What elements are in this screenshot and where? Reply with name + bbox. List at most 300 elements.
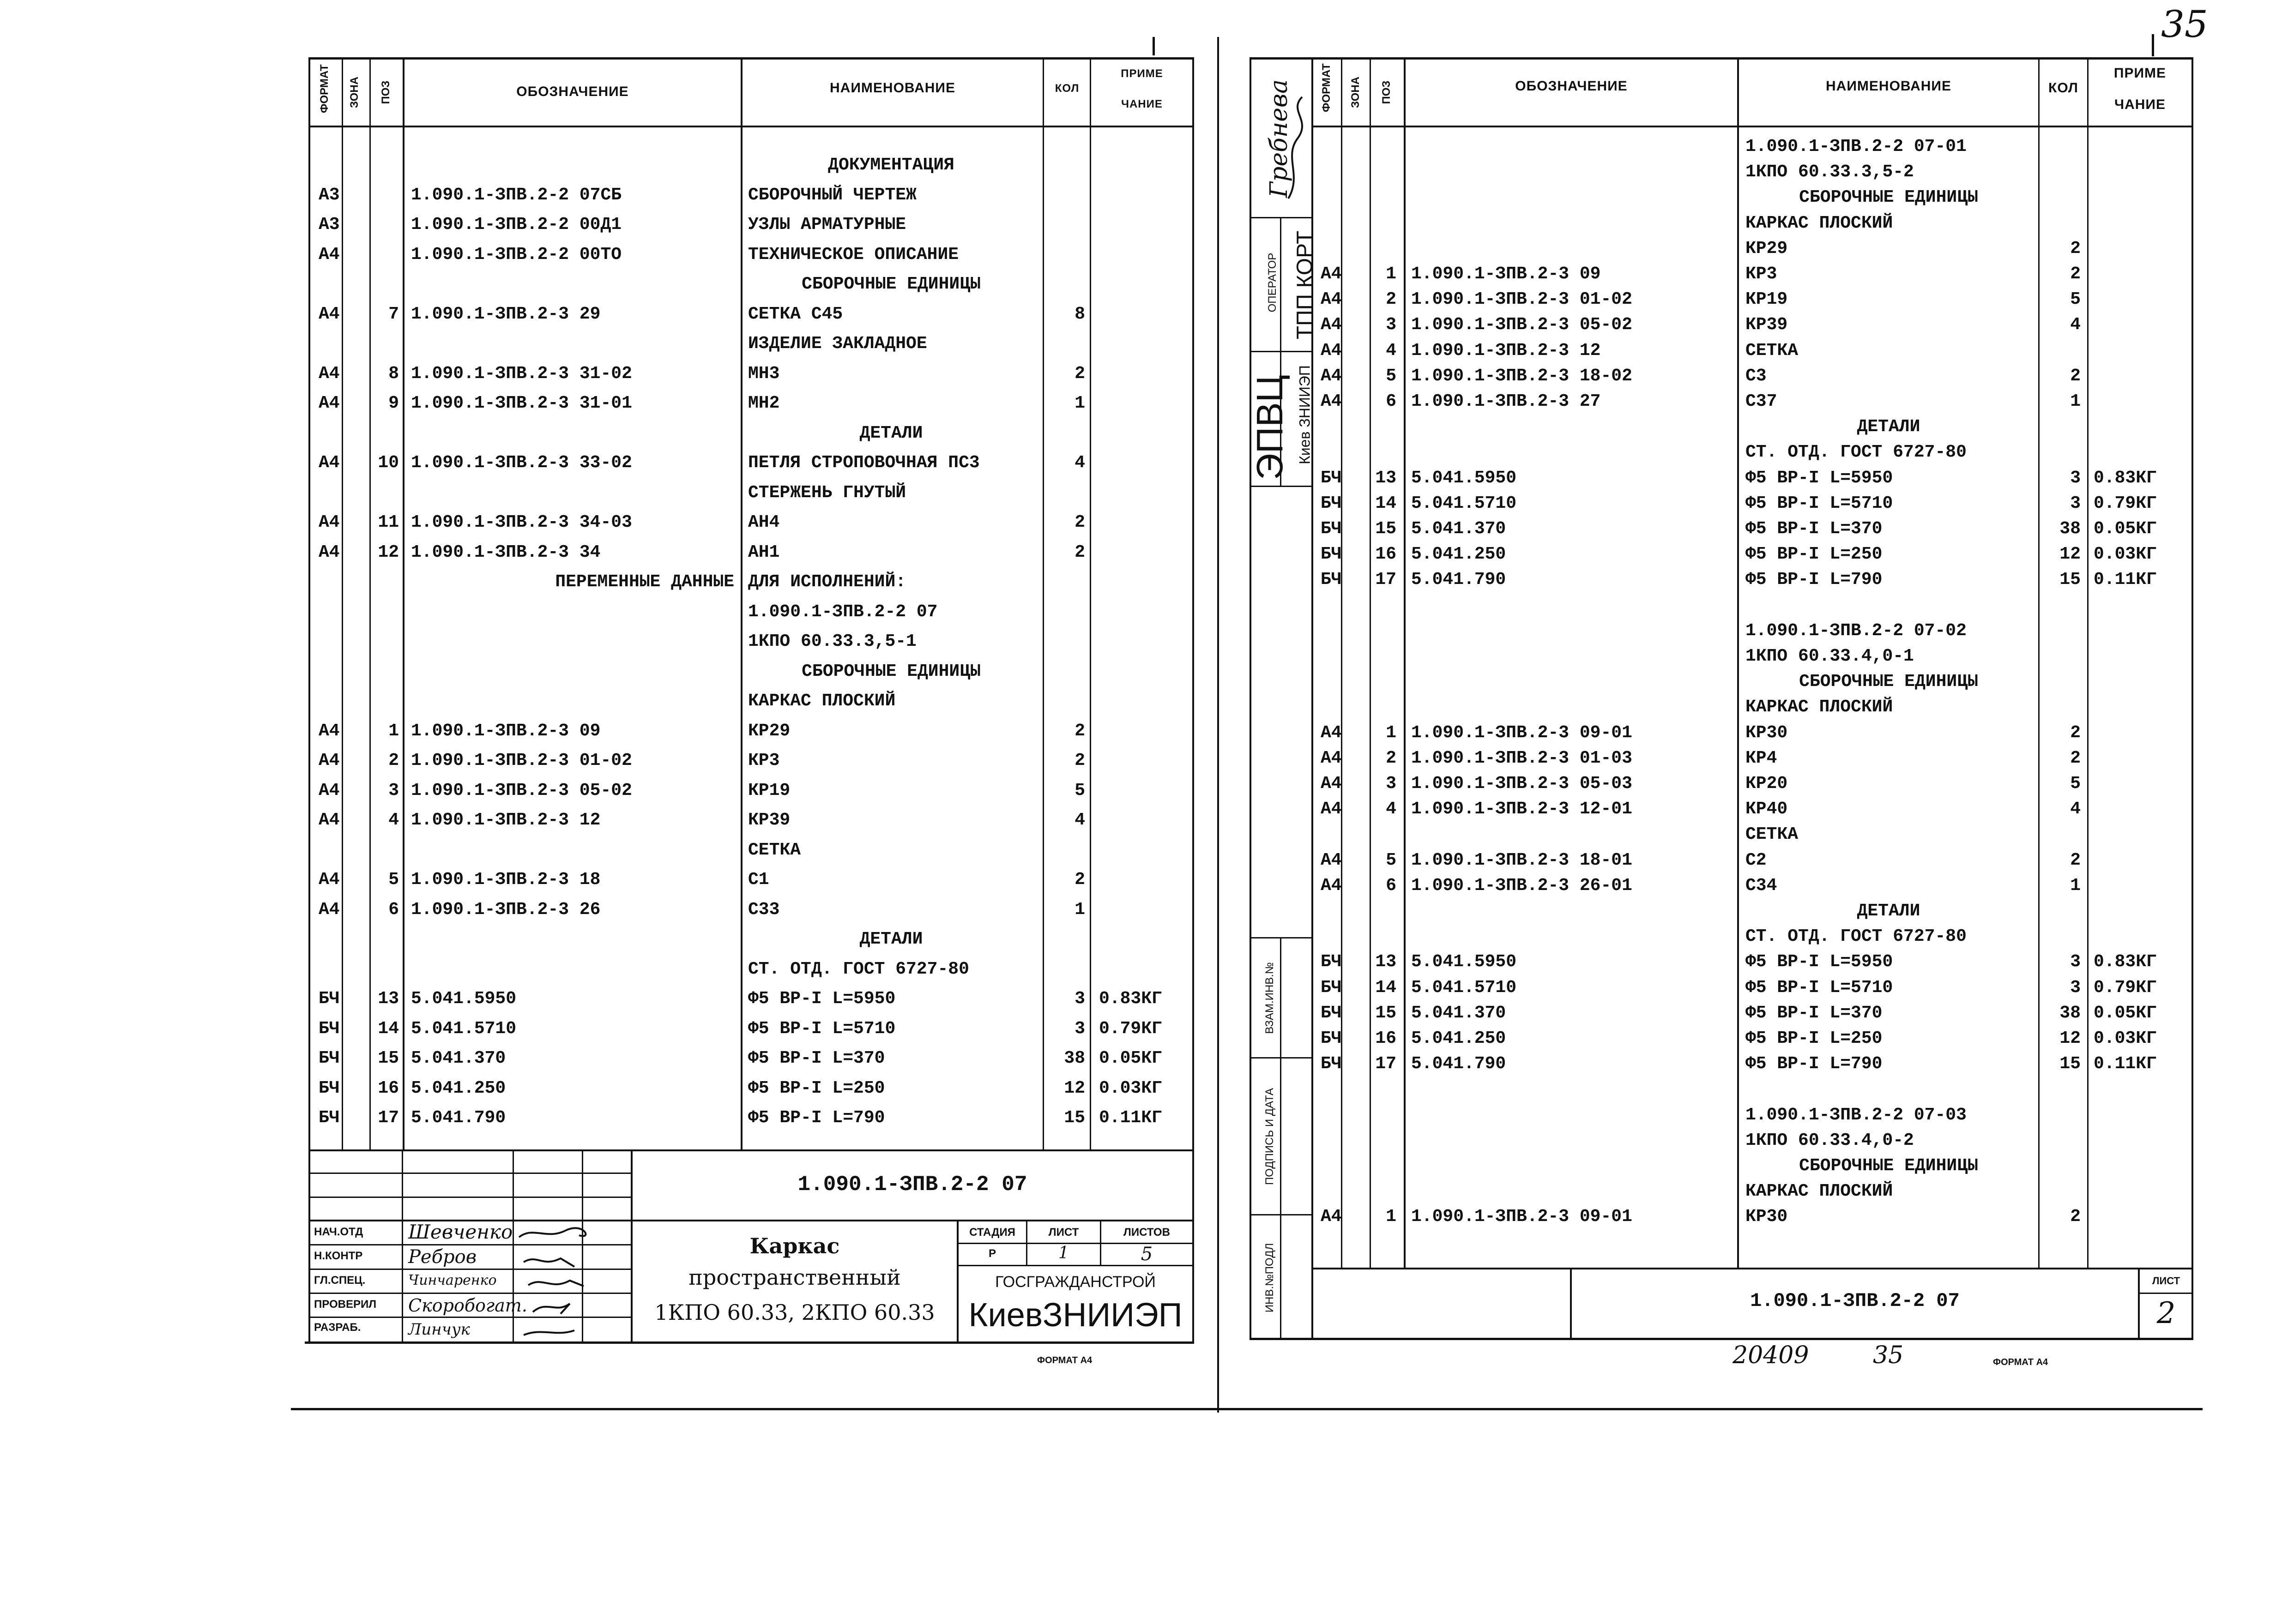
name-cell: ИЗДЕЛИЕ ЗАКЛАДНОЕ [748,334,927,354]
spec-row [0,850,2294,871]
person-1: Шевченко [408,1221,513,1243]
designation-cell: 1.090.1-ЗПВ.2-2 00Д1 [411,215,622,235]
pos-cell: 13 [1375,952,1396,972]
name-cell: ДЛЯ ИСПОЛНЕНИЙ: [748,572,906,592]
designation-cell: 5.041.370 [1411,519,1506,539]
designation-cell: 1.090.1-ЗПВ.2-3 34 [411,542,601,562]
role-checked: ПРОВЕРИЛ [314,1298,377,1311]
format-cell: БЧ [1321,1003,1342,1023]
designation-cell: 5.041.370 [1411,1003,1506,1023]
name-cell: АН4 [748,512,780,532]
name-cell: СБОРОЧНЫЕ ЕДИНИЦЫ [1799,187,1978,208]
hand-number-1: 20409 [1733,1341,1809,1369]
note-cell: 0.03КГ [2094,1029,2157,1048]
person-5: Линчук [408,1320,470,1339]
title-line-3: 1КПО 60.33, 2КПО 60.33 [654,1300,935,1325]
name-cell: СТ. ОТД. ГОСТ 6727-80 [1745,926,1967,947]
name-cell: 1.090.1-ЗПВ.2-2 07-03 [1745,1105,1967,1125]
designation-cell: 1.090.1-ЗПВ.2-3 05-02 [1411,315,1632,335]
designation-cell: 1.090.1-ЗПВ.2-3 29 [411,304,601,324]
qty-cell: 15 [2059,1054,2081,1074]
side-institute: Киев ЗНИИЭП [1296,365,1313,464]
qty-cell: 2 [2070,850,2081,870]
designation-cell: 5.041.5950 [411,989,517,1009]
name-cell: СТ. ОТД. ГОСТ 6727-80 [748,959,969,979]
designation-cell: 1.090.1-ЗПВ.2-3 01-03 [1411,748,1632,768]
name-cell: Ф5 ВР-I L=250 [748,1078,885,1098]
name-cell: КР20 [1745,774,1788,794]
format-cell: А4 [1321,315,1342,335]
qty-cell: 3 [1075,989,1085,1009]
name-cell: СБОРОЧНЫЕ ЕДИНИЦЫ [802,274,981,294]
spec-row [0,901,2294,921]
spec-row [0,1029,2294,1049]
pos-cell: 14 [378,1018,399,1039]
name-cell: КАРКАС ПЛОСКИЙ [1745,1181,1893,1202]
spec-row [0,1181,2294,1202]
pos-cell: 5 [388,870,399,890]
name-cell: КР3 [1745,264,1777,284]
qty-cell: 15 [2059,570,2081,590]
r-header-note-2: ЧАНИЕ [2114,97,2166,112]
qty-cell: 2 [1075,542,1085,562]
note-cell: 0.05КГ [2094,1003,2157,1023]
spec-row [0,952,2294,972]
right-doc-code: 1.090.1-ЗПВ.2-2 07 [1750,1290,1960,1312]
bottom-rule [291,1408,2203,1410]
side-signature-scribble [1279,92,1310,203]
name-cell: АН1 [748,542,780,562]
name-cell: 1.090.1-ЗПВ.2-2 07 [748,601,938,622]
name-cell: С33 [748,899,780,920]
spec-row [0,363,2294,386]
pos-cell: 1 [1386,264,1396,284]
pos-cell: 15 [1375,1003,1396,1023]
spec-row [0,697,2294,717]
format-cell: БЧ [1321,544,1342,565]
spec-row [0,1156,2294,1176]
pos-cell: 2 [1386,289,1396,310]
qty-cell: 4 [2070,799,2081,819]
note-cell: 0.03КГ [2094,544,2157,565]
spec-row [0,391,2294,412]
format-cell: А4 [1321,264,1342,284]
designation-cell: 1.090.1-ЗПВ.2-2 00ТО [411,244,622,265]
format-cell: А4 [319,453,340,473]
name-cell: ДЕТАЛИ [1857,901,1920,921]
sheet-label: ЛИСТ [1048,1226,1079,1239]
format-cell: А4 [1321,748,1342,768]
spec-row [0,621,2294,641]
designation-cell: 1.090.1-ЗПВ.2-3 12 [411,810,601,830]
designation-cell: 1.090.1-ЗПВ.2-3 09-01 [1411,722,1632,743]
left-doc-code: 1.090.1-ЗПВ.2-2 07 [797,1173,1027,1197]
name-cell: Ф5 ВР-I L=370 [748,1048,885,1068]
header-name: НАИМЕНОВАНИЕ [830,80,955,96]
right-sheet-label: ЛИСТ [2152,1275,2180,1287]
spec-row [0,1079,2294,1100]
format-cell: А4 [1321,1207,1342,1227]
person-3: Чинчаренко [408,1272,497,1288]
corner-number: 35 [2161,3,2208,46]
pos-cell: 6 [1386,391,1396,411]
pos-cell: 17 [378,1108,399,1128]
name-cell: Ф5 ВР-I L=5710 [748,1018,896,1039]
spec-row [0,672,2294,692]
qty-cell: 2 [1075,870,1085,890]
name-cell: СБОРОЧНЫЕ ЕДИНИЦЫ [802,661,981,681]
qty-cell: 3 [2070,468,2081,488]
spec-row [0,646,2294,667]
designation-cell: 1.090.1-ЗПВ.2-3 26 [411,899,601,920]
name-cell: КР39 [748,810,791,830]
hand-number-2: 35 [1873,1341,1904,1369]
format-cell: А4 [1321,799,1342,819]
header-note-2: ЧАНИЕ [1121,98,1163,110]
spec-row [0,799,2294,819]
role-head-of-dept: НАЧ.ОТД [314,1226,363,1238]
name-cell: ПЕТЛЯ СТРОПОВОЧНАЯ ПС3 [748,453,980,473]
designation-cell: 5.041.370 [411,1048,506,1068]
name-cell: 1КПО 60.33.4,0-2 [1745,1130,1914,1150]
name-cell: КР4 [1745,748,1777,768]
name-cell: 1КПО 60.33.4,0-1 [1745,646,1914,666]
header-qty: КОЛ [1055,82,1080,95]
name-cell: Ф5 ВР-I L=250 [1745,544,1883,565]
note-cell: 0.11КГ [2094,570,2157,590]
designation-cell: 1.090.1-ЗПВ.2-3 33-02 [411,453,632,473]
qty-cell: 2 [2070,264,2081,284]
note-cell: 0.05КГ [2094,519,2157,539]
name-cell: КР19 [748,780,791,800]
left-format-note: ФОРМАТ А4 [1037,1355,1093,1365]
name-cell: КАРКАС ПЛОСКИЙ [1745,213,1893,233]
format-cell: БЧ [1321,1054,1342,1074]
format-cell: А4 [319,780,340,800]
name-cell: С1 [748,870,769,890]
pos-cell: 1 [1386,722,1396,743]
name-cell: ДОКУМЕНТАЦИЯ [828,155,954,175]
qty-cell: 38 [1064,1048,1085,1068]
spec-row [0,341,2294,361]
designation-cell: 1.090.1-ЗПВ.2-3 09 [411,721,601,741]
pos-cell: 6 [388,899,399,920]
qty-cell: 2 [2070,748,2081,768]
format-cell: БЧ [1321,493,1342,513]
name-cell: СЕТКА [1745,340,1799,361]
name-cell: КР30 [1745,722,1788,743]
format-cell: А4 [1321,366,1342,386]
note-cell: 0.11КГ [2094,1054,2157,1074]
spec-row [0,162,2294,182]
r-header-format: ФОРМАТ [1320,63,1333,112]
side-inv-podl: ИНВ.№ПОДЛ [1263,1243,1276,1313]
pos-cell: 5 [1386,366,1396,386]
qty-cell: 5 [2070,774,2081,794]
format-cell: А4 [1321,850,1342,870]
spec-row [0,824,2294,845]
designation-cell: ПЕРЕМЕННЫЕ ДАННЫЕ [555,572,734,592]
spec-row [0,289,2294,310]
qty-cell: 2 [1075,363,1085,384]
spec-row [0,213,2294,234]
designation-cell: 1.090.1-ЗПВ.2-3 12 [1411,340,1601,361]
name-cell: ДЕТАЛИ [859,929,923,949]
name-cell: Ф5 ВР-I L=5950 [748,989,896,1009]
name-cell: С3 [1745,366,1767,386]
name-cell: ТЕХНИЧЕСКОЕ ОПИСАНИЕ [748,244,959,265]
format-cell: А4 [319,244,340,265]
note-cell: 0.79КГ [2094,977,2157,998]
pos-cell: 5 [1386,850,1396,870]
spec-row [0,876,2294,896]
spec-row [0,417,2294,437]
qty-cell: 4 [1075,810,1085,830]
r-header-designation: ОБОЗНАЧЕНИЕ [1515,78,1628,94]
name-cell: Ф5 ВР-I L=5950 [1745,468,1893,488]
qty-cell: 2 [1075,512,1085,532]
pos-cell: 15 [1375,519,1396,539]
designation-cell: 5.041.5710 [1411,493,1517,513]
name-cell: СБОРОЧНЫЕ ЕДИНИЦЫ [1799,672,1978,692]
pos-cell: 14 [1375,493,1396,513]
person-4: Скоробогат. [408,1295,527,1316]
pos-cell: 3 [1386,774,1396,794]
designation-cell: 1.090.1-ЗПВ.2-3 01-02 [411,751,632,770]
designation-cell: 1.090.1-ЗПВ.2-3 18 [411,870,601,890]
name-cell: Ф5 ВР-I L=5710 [1745,977,1893,998]
name-cell: КАРКАС ПЛОСКИЙ [748,691,896,711]
designation-cell: 1.090.1-ЗПВ.2-3 31-02 [411,363,632,384]
designation-cell: 5.041.5710 [1411,977,1517,998]
header-designation: ОБОЗНАЧЕНИЕ [516,84,629,99]
pos-cell: 14 [1375,977,1396,998]
format-cell: А4 [319,721,340,741]
format-cell: А4 [319,512,340,532]
name-cell: ДЕТАЛИ [859,423,923,443]
spec-row [0,239,2294,259]
qty-cell: 4 [1075,453,1085,473]
side-inv-vzam: ВЗАМ.ИНВ.№ [1263,962,1276,1034]
format-cell: А4 [1321,289,1342,310]
pos-cell: 3 [388,780,399,800]
right-sheet-number: 2 [2156,1296,2176,1330]
header-format: ФОРМАТ [318,64,331,113]
name-cell: Ф5 ВР-I L=5950 [1745,952,1893,972]
note-cell: 0.83КГ [2094,952,2157,972]
side-sign-date: ПОДПИСЬ И ДАТА [1263,1088,1276,1185]
designation-cell: 1.090.1-ЗПВ.2-3 09-01 [1411,1207,1632,1227]
r-header-zone: ЗОНА [1349,76,1362,108]
note-cell: 0.83КГ [1099,989,1162,1009]
spec-row [0,187,2294,208]
role-developed: РАЗРАБ. [314,1321,361,1334]
pos-cell: 6 [1386,875,1396,896]
format-cell: БЧ [319,1078,340,1098]
spec-row [0,544,2294,565]
spec-row [0,723,2294,743]
right-format-note: ФОРМАТ А4 [1993,1357,2048,1367]
name-cell: КР29 [1745,238,1788,259]
name-cell: СТ. ОТД. ГОСТ 6727-80 [1745,442,1967,463]
spec-row [0,468,2294,488]
spec-row [0,1207,2294,1227]
format-cell: А4 [1321,774,1342,794]
pos-cell: 16 [378,1078,399,1098]
sheets-value: 5 [1141,1244,1153,1265]
name-cell: СБОРОЧНЫЕ ЕДИНИЦЫ [1799,1156,1978,1176]
pos-cell: 1 [1386,1207,1396,1227]
pos-cell: 2 [388,751,399,770]
spec-row [0,493,2294,514]
org-ministry: ГОСГРАЖДАНСТРОЙ [995,1273,1156,1291]
note-cell: 0.11КГ [1099,1108,1162,1128]
format-cell: А4 [1321,722,1342,743]
format-cell: А4 [1321,391,1342,411]
pos-cell: 17 [1375,570,1396,590]
sheet-value: 1 [1058,1244,1069,1263]
role-norm-control: Н.КОНТР [314,1250,363,1262]
stage-value: Р [988,1247,996,1260]
designation-cell: 5.041.5950 [1411,468,1517,488]
pos-cell: 11 [378,512,399,532]
spec-row [0,978,2294,998]
format-cell: БЧ [319,1018,340,1039]
qty-cell: 2 [1075,721,1085,741]
person-2: Ребров [408,1246,477,1268]
r-header-qty: КОЛ [2048,80,2078,96]
name-cell: КР3 [748,751,780,770]
format-cell: А4 [319,899,340,920]
name-cell: МН3 [748,363,780,384]
designation-cell: 5.041.250 [1411,544,1506,565]
format-cell: БЧ [1321,1029,1342,1048]
designation-cell: 1.090.1-ЗПВ.2-3 26-01 [1411,875,1632,896]
pos-cell: 2 [1386,748,1396,768]
title-line-2: пространственный [688,1265,901,1290]
format-cell: БЧ [319,1108,340,1128]
qty-cell: 2 [2070,238,2081,259]
r-header-pos: ПОЗ [1380,80,1393,104]
name-cell: СТЕРЖЕНЬ ГНУТЫЙ [748,482,906,503]
name-cell: КР30 [1745,1207,1788,1227]
pos-cell: 16 [1375,544,1396,565]
pos-cell: 1 [388,721,399,741]
designation-cell: 1.090.1-ЗПВ.2-2 07СБ [411,185,622,205]
name-cell: УЗЛЫ АРМАТУРНЫЕ [748,215,906,235]
side-tpp: ТПП КОРТ [1292,230,1317,340]
designation-cell: 5.041.790 [411,1108,506,1128]
designation-cell: 5.041.790 [1411,1054,1506,1074]
name-cell: СЕТКА [1745,824,1799,845]
qty-cell: 3 [2070,977,2081,998]
format-cell: А3 [319,215,340,235]
name-cell: С37 [1745,391,1777,411]
format-cell: БЧ [1321,468,1342,488]
side-signature: Гребнева [1265,79,1293,198]
designation-cell: 1.090.1-ЗПВ.2-3 05-02 [411,780,632,800]
designation-cell: 1.090.1-ЗПВ.2-3 01-02 [1411,289,1632,310]
name-cell: 1.090.1-ЗПВ.2-2 07-02 [1745,620,1967,641]
pos-cell: 9 [388,393,399,413]
qty-cell: 5 [1075,780,1085,800]
qty-cell: 2 [1075,751,1085,770]
header-note-1: ПРИМЕ [1121,67,1163,80]
name-cell: КР29 [748,721,791,741]
format-cell: А4 [1321,875,1342,896]
designation-cell: 1.090.1-ЗПВ.2-3 27 [1411,391,1601,411]
designation-cell: 5.041.5710 [411,1018,517,1039]
qty-cell: 1 [2070,391,2081,411]
role-chief-spec: ГЛ.СПЕЦ. [314,1274,366,1287]
name-cell: СЕТКА С45 [748,304,843,324]
spec-row [0,315,2294,335]
pos-cell: 10 [378,453,399,473]
qty-cell: 15 [1064,1108,1085,1128]
title-line-1: Каркас [749,1233,840,1258]
r-header-note-1: ПРИМЕ [2113,66,2167,81]
qty-cell: 4 [2070,315,2081,335]
qty-cell: 3 [2070,493,2081,513]
designation-cell: 5.041.250 [411,1078,506,1098]
note-cell: 0.05КГ [1099,1048,1162,1068]
format-cell: БЧ [319,1048,340,1068]
name-cell: Ф5 ВР-I L=250 [1745,1029,1883,1048]
format-cell: А4 [319,393,340,413]
format-cell: А4 [319,810,340,830]
spec-row [0,595,2294,616]
name-cell: КР39 [1745,315,1788,335]
pos-cell: 15 [378,1048,399,1068]
pos-cell: 13 [1375,468,1396,488]
name-cell: 1.090.1-ЗПВ.2-2 07-01 [1745,137,1967,156]
pos-cell: 4 [388,810,399,830]
name-cell: ДЕТАЛИ [1857,417,1920,437]
name-cell: КР19 [1745,289,1788,310]
spec-row [0,442,2294,463]
spec-row [0,774,2294,794]
pos-cell: 8 [388,363,399,384]
qty-cell: 8 [1075,304,1085,324]
side-evc: ЭПВЦ [1249,375,1290,480]
designation-cell: 1.090.1-ЗПВ.2-3 18-01 [1411,850,1632,870]
pos-cell: 13 [378,989,399,1009]
designation-cell: 1.090.1-ЗПВ.2-3 34-03 [411,512,632,532]
qty-cell: 1 [2070,875,2081,896]
format-cell: БЧ [1321,519,1342,539]
name-cell: Ф5 ВР-I L=790 [1745,1054,1883,1074]
header-pos: ПОЗ [380,80,392,104]
name-cell: Ф5 ВР-I L=370 [1745,1003,1883,1023]
format-cell: А4 [1321,340,1342,361]
format-cell: А4 [319,304,340,324]
pos-cell: 7 [388,304,399,324]
note-cell: 0.03КГ [1099,1078,1162,1098]
spec-row [0,1003,2294,1023]
qty-cell: 3 [2070,952,2081,972]
spec-row [0,264,2294,284]
spec-row [0,926,2294,947]
pos-cell: 4 [1386,340,1396,361]
pos-cell: 12 [378,542,399,562]
designation-cell: 5.041.250 [1411,1029,1506,1048]
note-cell: 0.79КГ [2094,493,2157,513]
r-header-name: НАИМЕНОВАНИЕ [1826,78,1951,94]
note-cell: 0.79КГ [1099,1018,1162,1039]
format-cell: БЧ [1321,952,1342,972]
designation-cell: 5.041.5950 [1411,952,1517,972]
left-top-tick [1153,37,1155,55]
